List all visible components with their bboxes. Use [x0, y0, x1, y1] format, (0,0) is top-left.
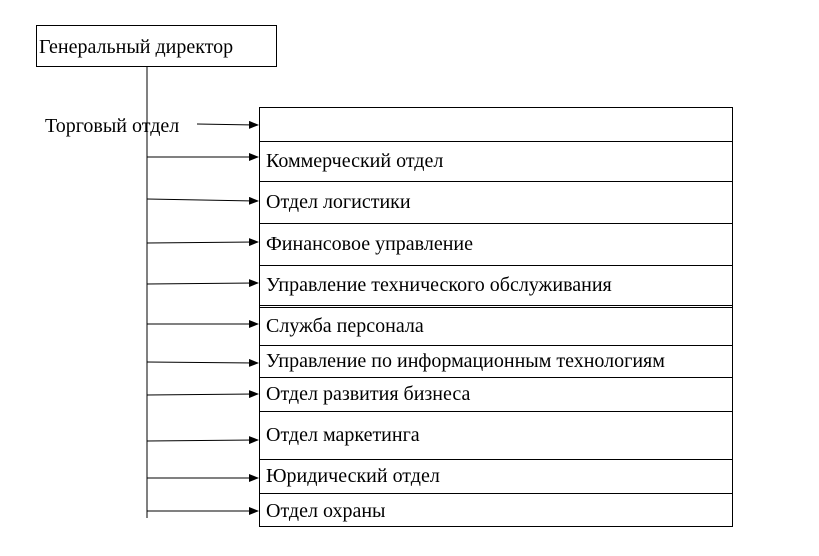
department-row: [260, 142, 732, 182]
general-director-box: [36, 25, 277, 67]
department-label: Юридический отдел: [266, 465, 440, 487]
connector-arrow: [147, 242, 258, 243]
connector-arrow: [147, 440, 258, 441]
department-row: [260, 460, 732, 494]
department-row: [260, 494, 732, 528]
department-label: Служба персонала: [266, 315, 424, 337]
department-row: [260, 108, 732, 142]
departments-table: [259, 107, 733, 527]
department-row: [260, 378, 732, 412]
connector-arrow: [147, 199, 258, 201]
connector-arrow: [147, 362, 258, 363]
department-label: Финансовое управление: [266, 233, 473, 255]
department-row: [260, 308, 732, 346]
department-label: Отдел развития бизнеса: [266, 383, 471, 405]
department-label: Отдел охраны: [266, 499, 386, 522]
department-row: [260, 412, 732, 460]
department-row: [260, 266, 732, 308]
general-director-label: Генеральный директор: [39, 36, 234, 58]
department-row: [260, 224, 732, 266]
department-label: Коммерческий отдел: [266, 150, 444, 172]
department-row: [260, 346, 732, 378]
trade-department-label: Торговый отдел: [45, 115, 180, 137]
department-label: Управление по информационным технологиям: [266, 350, 665, 372]
connector-arrow: [147, 394, 258, 395]
department-label: Управление технического обслуживания: [266, 274, 612, 296]
department-row: [260, 182, 732, 224]
connector-arrow: [197, 124, 258, 125]
department-label: Отдел логистики: [266, 191, 411, 213]
connector-arrow: [147, 283, 258, 284]
department-label: Отдел маркетинга: [266, 424, 420, 446]
